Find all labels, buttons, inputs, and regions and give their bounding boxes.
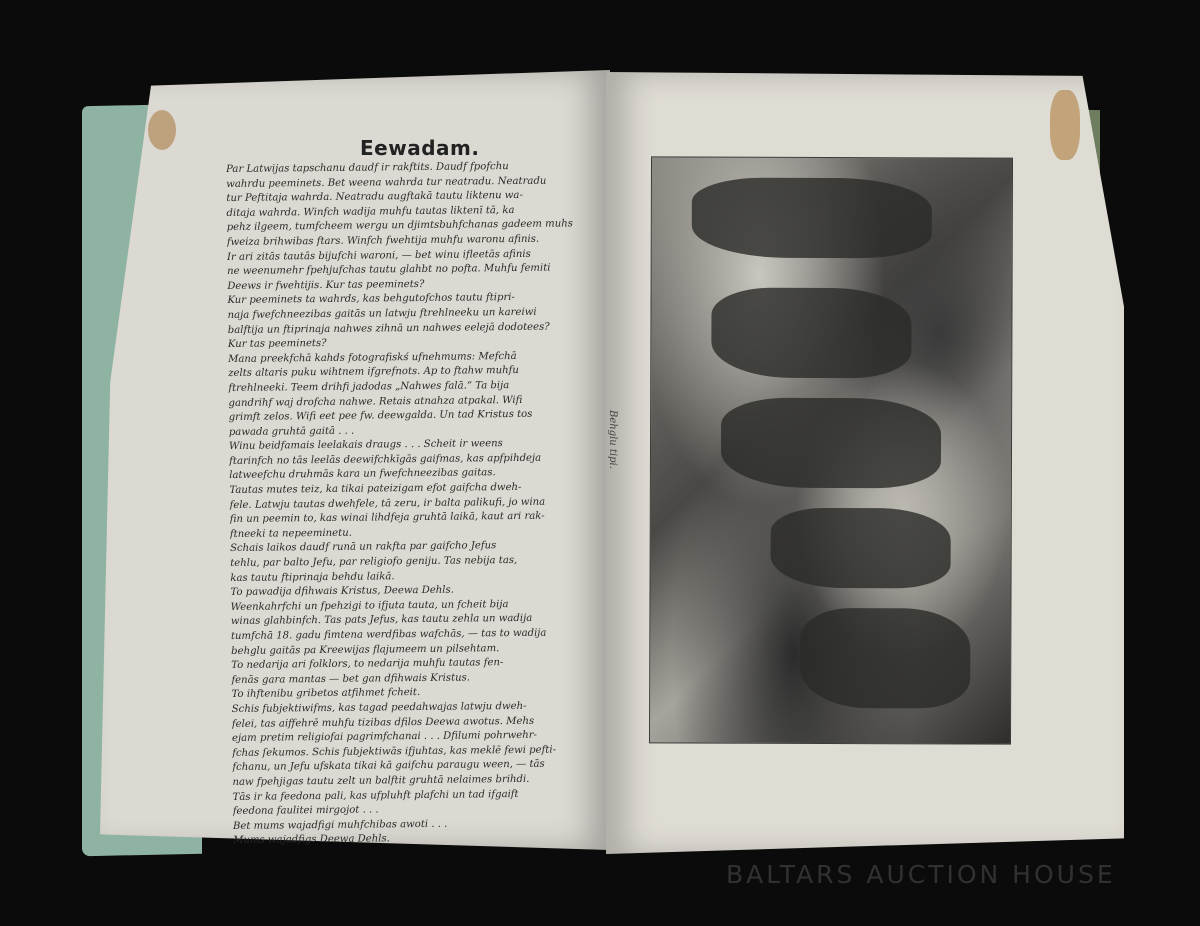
text-line: naw fpehjigas tautu zelt un balftit gruhtā nelaimes brihdi.: [232, 773, 530, 788]
text-line: Mums wajadfigs Deewa Dehls.: [233, 833, 390, 847]
text-line: pawada gruhtā gaitā . . .: [228, 425, 355, 438]
page-stain: [148, 110, 176, 150]
text-line: fchas ſekumos. Schis fubjektiwās ifjuhtas, kas meklē fewi pefti-: [232, 744, 557, 759]
text-line: grimft zelos. Wifi eet pee fw. deewgalda. Un tad Kristus tos: [228, 408, 533, 424]
text-line: winas glahbinfch. Tas pats Jefus, kas tautu zehla un wadija: [230, 613, 533, 628]
text-line: Bet mums wajadfigi muhfchibas awoti . . .: [232, 818, 448, 832]
text-line: Schais laikos daudf runā un rakfta par gaifcho Jefus: [229, 540, 497, 555]
text-line: To ihftenibu gribetos atfihmet fcheit.: [231, 687, 421, 701]
text-line: Ir ari zitās tautās bijufchi waroni, — bet winu ifleetās afinis: [226, 248, 531, 263]
watermark: BALTARS AUCTION HOUSE: [726, 860, 1116, 889]
text-line: kas tautu ftiprinaja behdu laikā.: [230, 570, 395, 584]
text-line: Weenkahrfchi un fpehzigi to ifjuta tauta, un fcheit bija: [230, 598, 509, 613]
photo-caption: Behglu tipi.: [607, 410, 618, 469]
text-line: fin un peemin to, kas winai lihdfeja gruhtā laikā, kaut ari rak-: [229, 510, 545, 526]
text-line: Kur peeminets ta wahrds, kas behgutofchos tautu ftipri-: [227, 292, 515, 307]
page-title: Eewadam.: [360, 136, 480, 160]
text-line: felei, tas aiffehrē muhfu tizibas dfilos Deewa awotus. Mehs: [231, 715, 535, 730]
text-line: wahrdu peeminets. Bet weena wahrda tur neatradu. Neatradu: [226, 175, 547, 190]
text-line: fchanu, un Jefu ufskata tikai kā gaifchu paraugu ween, — tās: [232, 759, 545, 774]
text-line: Mana preekfchā kahds fotografiskś ufnehmums: Mefchā: [227, 350, 517, 365]
text-line: pehz ilgeem, tumfcheem wergu un djimtsbuhfchanas gadeem muhs: [226, 218, 573, 234]
text-line: Kur tas peeminets?: [227, 338, 327, 351]
text-line: Winu beidfamais leelakais draugs . . . Scheit ir weens: [228, 438, 503, 453]
text-line: ftarinfch no tās leelās deewifchkīgās gaifmas, kas apfpihdeja: [229, 452, 542, 467]
text-line: behglu gaitās pa Kreewijas flajumeem un pilsehtam.: [231, 642, 500, 657]
text-line: ejam pretim religiofai pagrimfchanai . . . Dfilumi pohrwehr-: [231, 729, 537, 745]
text-line: gandrihf waj drofcha nahwe. Retais atnahza atpakal. Wifi: [228, 394, 523, 409]
text-line: balftija un ftiprinaja nahwes zihnā un nahwes eelejā dodotees?: [227, 321, 550, 336]
text-line: Tās ir ka feedona pali, kas ufpluhft plafchi un tad ifgaift: [232, 788, 519, 803]
text-line: tehlu, par balto Jefu, par religiofo geniju. Tas nebija tas,: [230, 555, 518, 570]
text-line: ne weenumehr fpehjufchas tautu glahbt no pofta. Muhfu femiti: [227, 262, 551, 278]
text-line: Schis fubjektiwifms, kas tagad peedahwajas latwju dweh-: [231, 700, 527, 715]
figure-shape: [721, 398, 941, 489]
text-line: ftrehlneeki. Teem drihfi jadodas „Nahwes falā.“ Ta bija: [228, 379, 510, 394]
figure-shape: [692, 178, 932, 259]
text-line: Par Latwijas tapschanu daudf ir rakftits. Daudf fpofchu: [226, 161, 509, 175]
text-line: fenās gara mantas — bet gan dfihwais Kristus.: [231, 672, 471, 686]
text-line: ditaja wahrda. Winfch wadija muhfu tautas liktenī tā, ka: [226, 204, 515, 219]
text-line: naja fwefchneezibas gaitās un latwju ftrehlneeku un kareiwi: [227, 306, 537, 321]
text-line: To pawadija dfihwais Kristus, Deewa Dehls.: [230, 584, 454, 599]
text-line: Tautas mutes teiz, ka tikai pateizigam efot gaifcha dweh-: [229, 481, 522, 497]
text-line: Deews ir fwehtijis. Kur tas peeminets?: [227, 278, 425, 292]
page-stain: [1050, 90, 1080, 160]
refugee-photograph: [649, 156, 1013, 744]
text-line: tur Peftitaja wahrda. Neatradu augftakā tautu liktenu wa-: [226, 190, 523, 205]
figure-shape: [711, 288, 911, 379]
text-line: tumfchā 18. gadu fimtena werdfibas wafchās, — tas to wadija: [230, 627, 547, 642]
text-line: feedona faulitei mirgojot . . .: [232, 804, 379, 818]
figure-shape: [771, 508, 951, 589]
body-text: [226, 159, 595, 849]
text-line: fele. Latwju tautas dwehfele, tā zeru, ir balta palikufi, jo wina: [229, 496, 546, 511]
text-line: zelts altaris puku wihtnem ifgrefnots. Ap to ftahw muhfu: [228, 365, 519, 380]
text-line: To nedarija ari folklors, to nedarija muhfu tautas fen-: [231, 657, 504, 672]
text-line: fweiza brihwibas ftars. Winfch fwehtija muhfu waronu afinis.: [226, 233, 540, 248]
figure-shape: [800, 608, 970, 709]
text-line: latweefchu druhmās kara un fwefchneezibas gaitas.: [229, 467, 496, 482]
text-line: ftneeki ta nepeeminetu.: [229, 527, 352, 540]
